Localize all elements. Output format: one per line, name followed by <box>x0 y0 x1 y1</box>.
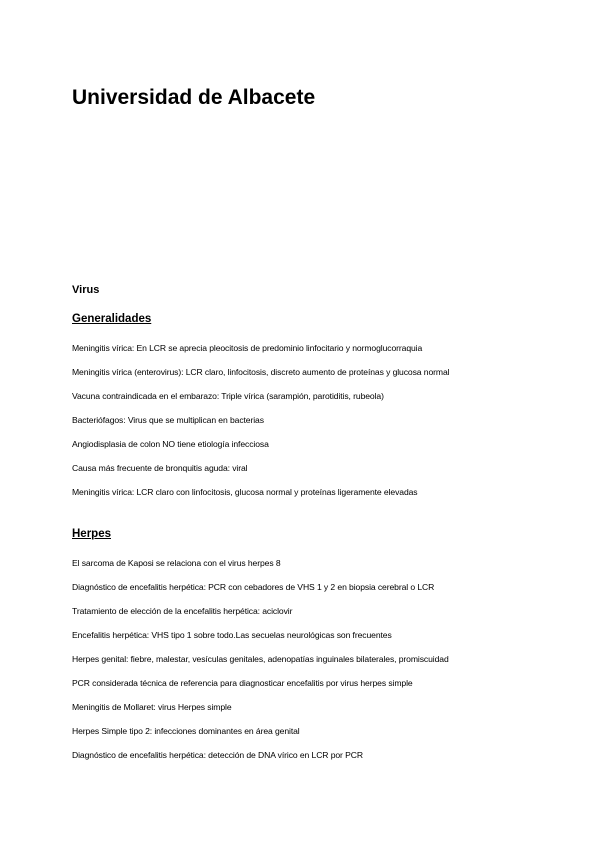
list-item: Meningitis vírica: En LCR se aprecia pleocitosis de predominio linfocitario y normoglucorraquia <box>72 343 423 353</box>
herpes-list <box>72 551 449 767</box>
list-item: Diagnóstico de encefalitis herpética: detección de DNA vírico en LCR por PCR <box>72 750 363 760</box>
list-item: Encefalitis herpética: VHS tipo 1 sobre todo.Las secuelas neurológicas son frecuentes <box>72 630 392 640</box>
subsection-heading-generalidades: Generalidades <box>72 313 152 325</box>
list-item: Meningitis vírica: LCR claro con linfocitosis, glucosa normal y proteínas ligeramente elevadas <box>72 487 418 497</box>
list-item: PCR considerada técnica de referencia para diagnosticar encefalitis por virus herpes simple <box>72 678 413 688</box>
section-heading-virus: Virus <box>72 284 100 296</box>
list-item: Meningitis de Mollaret: virus Herpes simple <box>72 702 232 712</box>
list-item: Causa más frecuente de bronquitis aguda: viral <box>72 463 248 473</box>
list-item: Herpes genital: fiebre, malestar, vesículas genitales, adenopatías inguinales bilaterales, promiscuidad <box>72 654 449 664</box>
list-item: Diagnóstico de encefalitis herpética: PCR con cebadores de VHS 1 y 2 en biopsia cerebral o LCR <box>72 582 435 592</box>
list-item: Vacuna contraindicada en el embarazo: Triple vírica (sarampión, parotiditis, rubeola) <box>72 391 384 401</box>
list-item: Bacteriófagos: Virus que se multiplican en bacterias <box>72 415 264 425</box>
document-title: Universidad de Albacete <box>72 86 316 109</box>
list-item: El sarcoma de Kaposi se relaciona con el virus herpes 8 <box>72 558 281 568</box>
list-item: Angiodisplasia de colon NO tiene etiología infecciosa <box>72 439 269 449</box>
list-item: Herpes Simple tipo 2: infecciones dominantes en área genital <box>72 726 300 736</box>
generalidades-list <box>72 336 449 504</box>
subsection-heading-herpes: Herpes <box>72 528 111 540</box>
list-item: Tratamiento de elección de la encefalitis herpética: aciclovir <box>72 606 293 616</box>
list-item: Meningitis vírica (enterovirus): LCR claro, linfocitosis, discreto aumento de proteínas y glucosa normal <box>72 367 450 377</box>
